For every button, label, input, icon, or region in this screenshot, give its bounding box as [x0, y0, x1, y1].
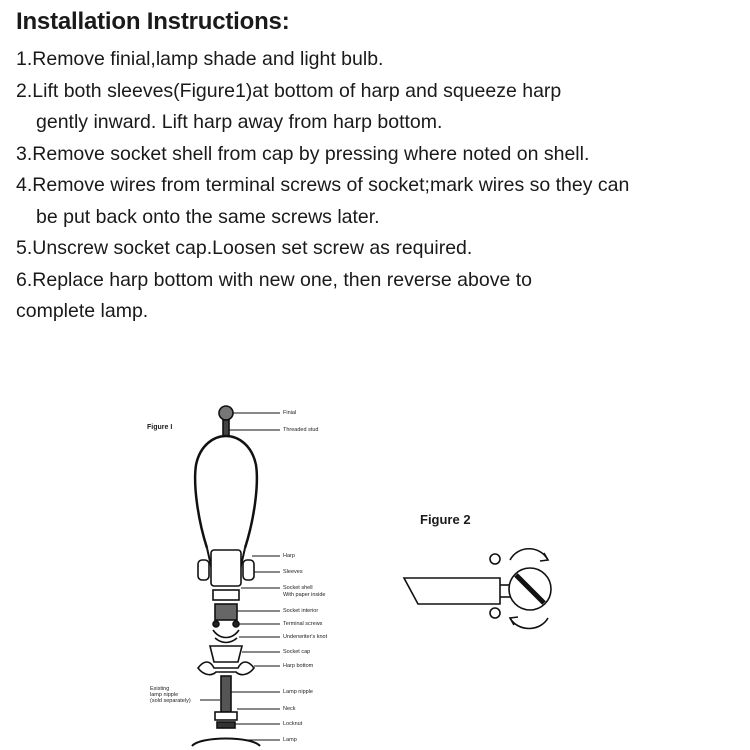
step-text-continued: complete lamp.	[16, 300, 149, 322]
label-lamp-nipple: Lamp nipple	[283, 689, 313, 695]
label-socket-interior: Socket interior	[283, 608, 319, 614]
label-finial: Finial	[283, 410, 297, 416]
label-socket-cap: Socket cap	[283, 649, 311, 655]
notch-circle-top	[490, 554, 500, 564]
label-locknut: Locknut	[283, 721, 303, 727]
step-text-continued: gently inward. Lift harp away from harp bottom.	[36, 111, 443, 133]
step-text-continued: be put back onto the same screws later.	[36, 205, 380, 228]
label-lamp: Lamp	[283, 737, 297, 743]
label-socket-shell: Socket shell	[283, 585, 313, 591]
side-note-sold-separately: (sold separately)	[150, 698, 191, 704]
step-text: 2.Lift both sleeves(Figure1)at bottom of harp and squeeze harp	[16, 79, 562, 102]
rotate-arrow-bottom	[510, 618, 548, 629]
rotate-arrow-top	[510, 549, 548, 560]
page-title: Installation Instructions:	[16, 8, 290, 35]
rotate-arrow-top-head	[540, 553, 548, 561]
step-text: 1.Remove finial,lamp shade and light bulb.	[16, 48, 384, 70]
label-sleeves: Sleeves	[283, 569, 303, 575]
step-text: 5.Unscrew socket cap.Loosen set screw as required.	[16, 237, 473, 259]
step-text: 6.Replace harp bottom with new one, then reverse above to	[16, 268, 532, 291]
rotate-arrow-bottom-head	[510, 617, 518, 625]
screwdriver-blade-shape	[404, 578, 500, 604]
figure-2-title: Figure 2	[420, 512, 471, 527]
label-neck: Neck	[283, 706, 296, 712]
step-text: 3.Remove socket shell from cap by pressing where noted on shell.	[16, 142, 590, 165]
figure-1-title: Figure I	[147, 424, 173, 431]
label-threaded-stud: Threaded stud	[283, 427, 319, 433]
label-harp-bottom: Harp bottom	[283, 663, 314, 669]
label-socket-shell-paper: With paper inside	[283, 592, 326, 598]
label-underwriters-knot: Underwriter's knot	[283, 634, 328, 640]
step-text: 4.Remove wires from terminal screws of socket;mark wires so they can	[16, 174, 630, 196]
label-harp: Harp	[283, 553, 295, 559]
side-note-lamp-nipple: lamp nipple	[150, 692, 179, 698]
side-note-existing: Existing	[150, 686, 170, 692]
notch-circle-bottom	[490, 608, 500, 618]
label-terminal-screws: Terminal screws	[283, 621, 323, 627]
